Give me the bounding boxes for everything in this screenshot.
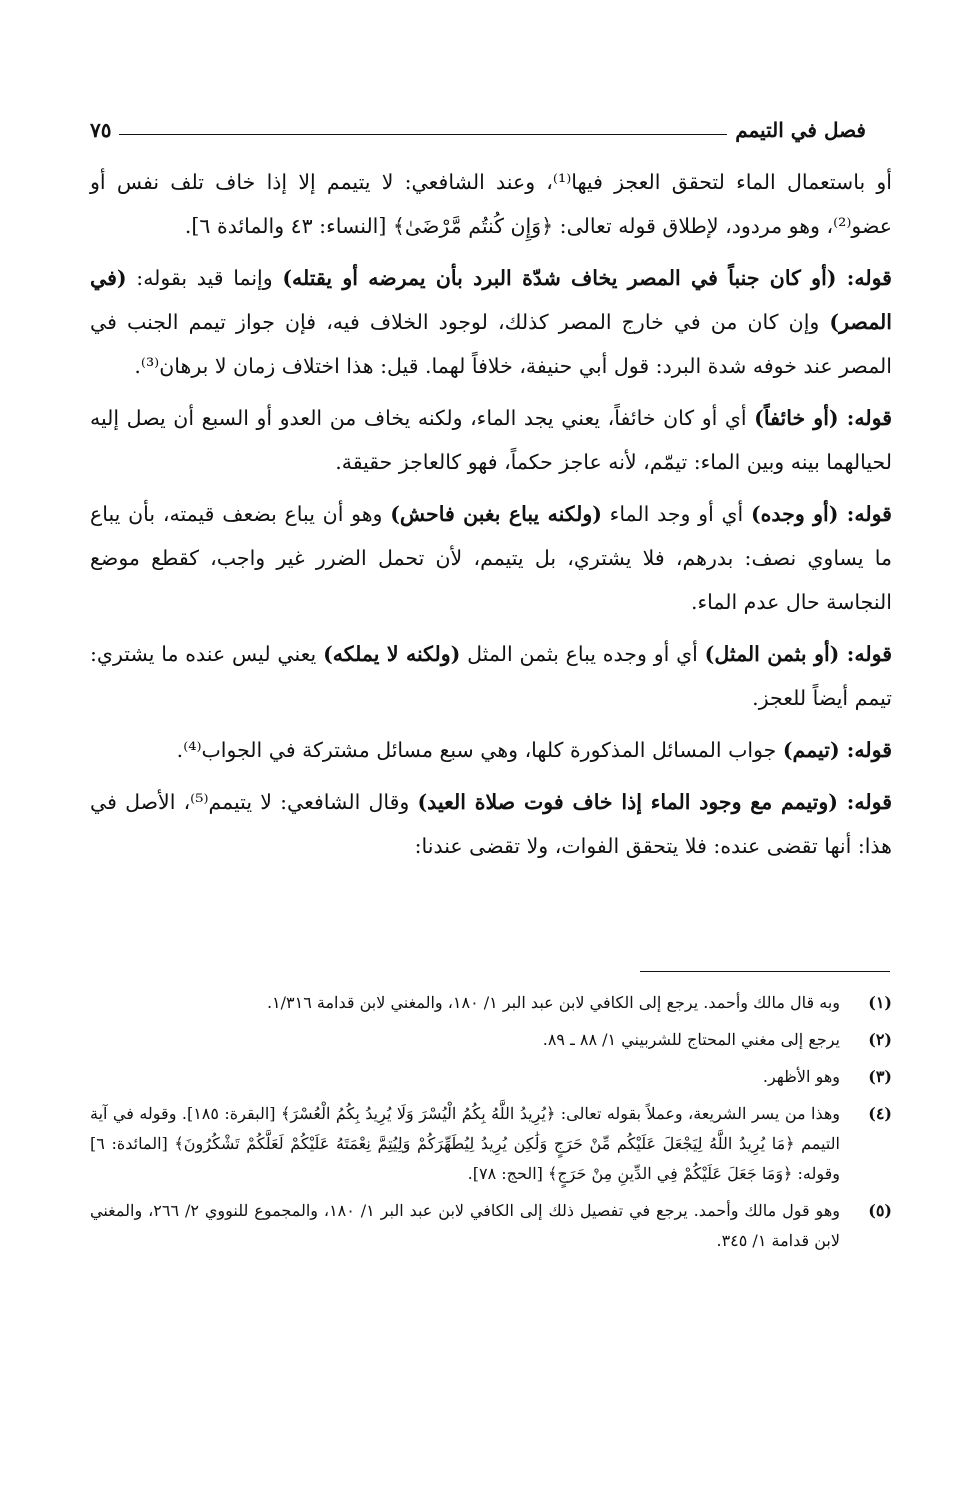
header-rule (119, 134, 727, 135)
paragraph-2: قوله: (أو كان جنباً في المصر يخاف شدّة البرد بأن يمرضه أو يقتله) وإنما قيد بقوله: (في المصر) وإن كان من في خارج المصر كذلك، لوجود الخلاف فيه، فإن جواز تيمم الجنب في المصر عند خوفه شدة البرد: قول أبي حنيفة، خلافاً لهما. قيل: هذا اختلاف زمان لا برهان⁽³⁾. (90, 266, 892, 378)
footnote-text: يرجع إلى مغني المحتاج للشربيني ١/ ٨٨ ـ ٨٩. (542, 1030, 840, 1049)
paragraph-3: قوله: (أو خائفاً) أي أو كان خائفاً، يعني يجد الماء، ولكنه يخاف من العدو أو السبع أن يصل إليه لحيالهما بينه وبين الماء: تيمّم، لأنه عاجز حكماً، فهو كالعاجز حقيقة. (90, 406, 892, 474)
footnote-2 (90, 1025, 892, 1055)
paragraph-7: قوله: (وتيمم مع وجود الماء إذا خاف فوت صلاة العيد) وقال الشافعي: لا يتيمم⁽⁵⁾، الأصل في هذا: أنها تقضى عنده: فلا يتحقق الفوات، ولا تقضى عندنا: (90, 790, 892, 858)
footnote-text: وهو قول مالك وأحمد. يرجع في تفصيل ذلك إلى الكافي لابن عبد البر ١/ ١٨٠، والمجموع للنووي ٢/ ٢٦٦، والمغني لابن قدامة ١/ ٣٤٥. (90, 1201, 840, 1250)
paragraph-5: قوله: (أو بثمن المثل) أي أو وجده يباع بثمن المثل (ولكنه لا يملكه) يعني ليس عنده ما يشتري: تيمم أيضاً للعجز. (90, 642, 893, 710)
footnote-text: وهذا من يسر الشريعة، وعملاً بقوله تعالى: ﴿يُرِيدُ اللَّهُ بِكُمُ الْيُسْرَ وَلَا يُرِيدُ بِكُمُ الْعُسْرَ﴾ [البقرة: ١٨٥]. وقوله في آية التيمم ﴿مَا يُرِيدُ اللَّهُ لِيَجْعَلَ عَلَيْكُم مِّنْ حَرَجٍ وَلَٰكِن يُرِيدُ لِيُطَهِّرَكُمْ وَلِيُتِمَّ نِعْمَتَهُ عَلَيْكُمْ لَعَلَّكُمْ تَشْكُرُونَ﴾ [المائدة: ٦] وقوله: ﴿وَمَا جَعَلَ عَلَيْكُمْ فِي الدِّينِ مِنْ حَرَجٍ﴾ [الحج: ٧٨]. (90, 1104, 841, 1183)
footnote-number: (٢) (868, 1030, 892, 1049)
running-header (90, 112, 866, 142)
footnote-number: (٣) (868, 1067, 892, 1086)
paragraph-4: قوله: (أو وجده) أي أو وجد الماء (ولكنه يباع بغبن فاحش) وهو أن يباع بضعف قيمته، بأن يباع ما يساوي نصف: بدرهم، فلا يشتري، بل يتيمم، لأن تحمل الضرر غير واجب، كقطع موضع النجاسة حال عدم الماء. (90, 502, 892, 614)
footnote-number: (٥) (868, 1201, 892, 1220)
footnote-1 (90, 988, 892, 1018)
footnote-separator (640, 971, 890, 972)
footnote-number: (٤) (868, 1104, 892, 1123)
paragraph-6: قوله: (تيمم) جواب المسائل المذكورة كلها، وهي سبع مسائل مشتركة في الجواب⁽⁴⁾. (176, 738, 892, 762)
footnote-text: وهو الأظهر. (762, 1067, 840, 1086)
running-title: فصل في التيمم (735, 118, 866, 142)
footnote-3 (90, 1062, 892, 1092)
paragraph-1: أو باستعمال الماء لتحقق العجز فيها⁽¹⁾، وعند الشافعي: لا يتيمم إلا إذا خاف تلف نفس أو عضو⁽²⁾، وهو مردود، لإطلاق قوله تعالى: ﴿وَإِن كُنتُم مَّرْضَىٰ﴾ [النساء: ٤٣ والمائدة ٦]. (90, 170, 892, 238)
page-number: ٧٥ (90, 118, 112, 142)
footnote-5 (90, 1196, 892, 1256)
footnotes (90, 988, 892, 1263)
footnote-text: وبه قال مالك وأحمد. يرجع إلى الكافي لابن عبد البر ١/ ١٨٠، والمغني لابن قدامة ١/٣١٦. (266, 993, 840, 1012)
footnote-number: (١) (868, 993, 892, 1012)
footnote-4 (90, 1099, 892, 1189)
main-text (90, 160, 892, 876)
